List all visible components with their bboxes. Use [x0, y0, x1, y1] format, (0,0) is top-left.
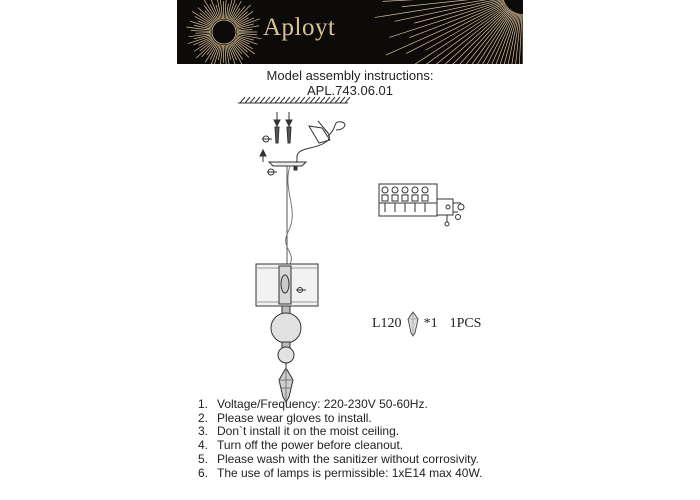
hatch-line [270, 97, 275, 103]
crystal-quantity: 1PCS [449, 316, 482, 331]
crystal-multiplier: *1 [423, 316, 438, 331]
lamp-shade [256, 264, 318, 306]
hatch-line [285, 97, 290, 103]
document-title: Model assembly instructions: [266, 68, 434, 83]
hatch-line [280, 97, 285, 103]
terminal-slot [392, 195, 398, 201]
hatch-line [245, 97, 250, 103]
list-item: 1. Voltage/Frequency: 220-230V 50-60Hz. [198, 397, 428, 411]
crystal-size: L120 [372, 316, 402, 331]
mounting-bracket [296, 121, 345, 162]
hatch-line [300, 97, 305, 103]
terminal-screw [392, 187, 398, 193]
terminal-screw [382, 187, 388, 193]
hatch-line [290, 97, 295, 103]
hatch-line [310, 97, 315, 103]
glass-spheres [271, 306, 301, 368]
terminal-slot [382, 195, 388, 201]
list-item: 4. Turn off the power before cleanout. [198, 438, 404, 453]
hatch-line [330, 97, 335, 103]
hatch-line [260, 97, 265, 103]
crystal-spec [372, 311, 481, 337]
hatch-line [265, 97, 270, 103]
terminal-screw [422, 187, 428, 193]
terminal-block-diagram [379, 184, 464, 226]
hatch-line [255, 97, 260, 103]
list-item: 6. The use of lamps is permissible: 1xE14 max 40W. [198, 465, 483, 480]
hatch-line [295, 97, 300, 103]
crystal-icon [406, 311, 420, 337]
terminal-screw [412, 187, 418, 193]
model-number: APL.743.06.01 [306, 83, 394, 98]
hatch-line [335, 97, 340, 103]
hatch-line [325, 97, 330, 103]
hatch-line [240, 97, 245, 103]
instructions-list [198, 398, 482, 480]
canopy [260, 150, 306, 175]
brand-logo-text: Aployt [263, 14, 336, 41]
ceiling-hatch [238, 97, 350, 103]
list-item: 3. Don`t install it on the moist ceiling. [198, 424, 400, 439]
ceiling-anchors [262, 112, 292, 143]
hatch-line [340, 97, 345, 103]
hatch-line [320, 97, 325, 103]
hatch-line [315, 97, 320, 103]
hatch-line [345, 97, 350, 103]
hatch-line [275, 97, 280, 103]
hatch-line [305, 97, 310, 103]
terminal-slot [422, 195, 428, 201]
terminal-slot [412, 195, 418, 201]
terminal-screw [402, 187, 408, 193]
list-item: 2. Please wear gloves to install. [198, 410, 372, 425]
hatch-line [250, 97, 255, 103]
list-item: 5. Please wash with the sanitizer without corrosivity. [198, 451, 479, 466]
terminal-slot [402, 195, 408, 201]
